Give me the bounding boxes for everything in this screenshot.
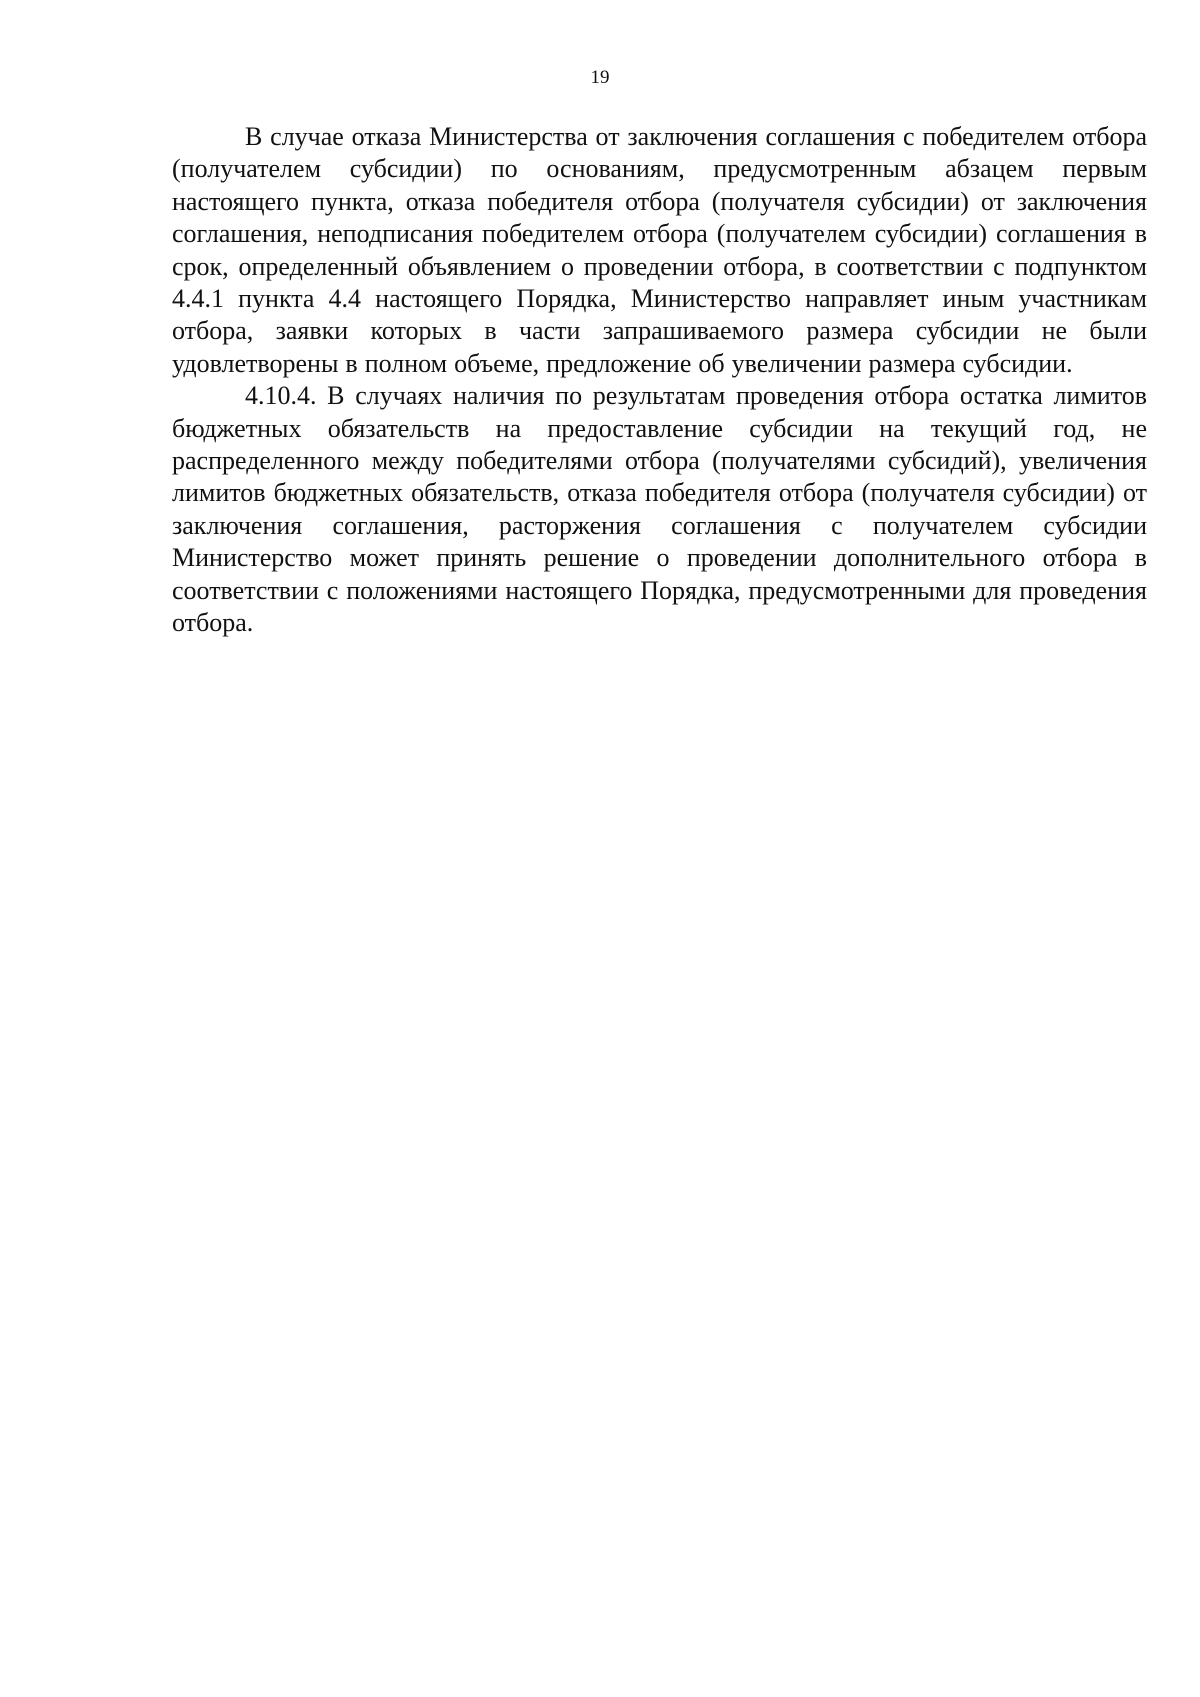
paragraph-refusal-case: В случае отказа Министерства от заключения соглашения с победителем отбора (получателем субсидии) по основаниям, предусмотренным абзацем первым настоящего пункта, отказа победителя отбора (получателя субсидии) от заключения соглашения, неподписания победителем отбора (получателем субсидии) соглашения в срок, определенный объявлением о проведении отбора, в соответствии с подпунктом 4.4.1 пункта 4.4 настоящего Порядка, Министерство направляет иным участникам отбора, заявки которых в части запрашиваемого размера субсидии не были удовлетворены в полном объеме, предложение об увеличении размера субсидии. — [172, 122, 1147, 378]
page-number: 19 — [590, 67, 610, 88]
paragraph-4-10-4: 4.10.4. В случаях наличия по результатам проведения отбора остатка лимитов бюджетных обязательств на предоставление субсидии на текущий год, не распределенного между победителями отбора (получателями субсидий), увеличения лимитов бюджетных обязательств, отказа победителя отбора (получателя субсидии) от заключения соглашения, расторжения соглашения с получателем субсидии Министерство может принять решение о проведении дополнительного отбора в соответствии с положениями настоящего Порядка, предусмотренными для проведения отбора. — [172, 381, 1147, 638]
document-body — [172, 121, 1147, 640]
